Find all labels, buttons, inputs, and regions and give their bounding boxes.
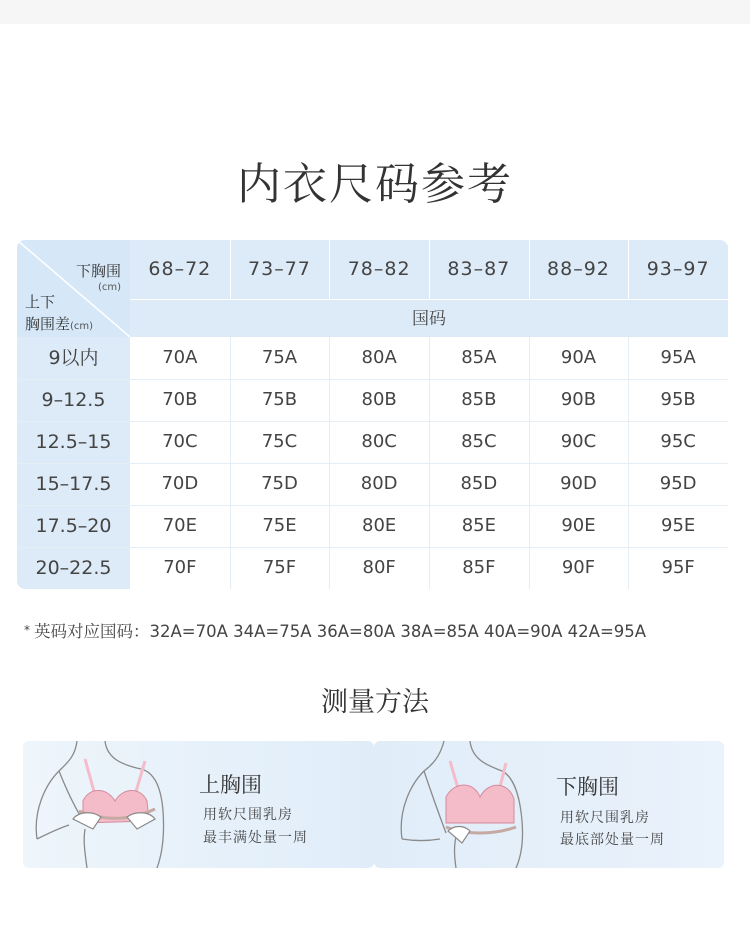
corner-underbust-label: 下胸围 — [75, 262, 121, 280]
size-cell: 70B — [130, 379, 230, 421]
under-bust-figure — [374, 741, 554, 868]
column-separator — [329, 240, 330, 299]
under-bust-title: 下胸围 — [556, 775, 619, 799]
size-cell: 75B — [230, 379, 330, 421]
upper-bust-title: 上胸围 — [199, 773, 262, 797]
size-cell: 85C — [429, 421, 529, 463]
row-label: 20–22.5 — [17, 547, 130, 589]
size-cell: 85D — [429, 463, 529, 505]
column-separator — [529, 240, 530, 299]
size-cell: 95A — [628, 337, 728, 379]
size-cell: 70D — [130, 463, 230, 505]
size-cell: 80A — [329, 337, 429, 379]
size-cell: 85F — [429, 547, 529, 589]
size-cell: 85E — [429, 505, 529, 547]
column-header: 88–92 — [547, 258, 610, 280]
cell-separator — [529, 337, 530, 589]
column-header-row — [130, 240, 728, 299]
size-cell: 90C — [529, 421, 629, 463]
corner-underbust-unit: (cm) — [97, 282, 121, 293]
size-cell: 85A — [429, 337, 529, 379]
size-cell: 90E — [529, 505, 629, 547]
row-label: 17.5–20 — [17, 505, 130, 547]
upper-bust-figure — [23, 741, 203, 868]
corner-difference-label-2: 胸围差(cm) — [25, 315, 94, 333]
cell-separator — [628, 337, 629, 589]
row-label: 9–12.5 — [17, 379, 130, 421]
size-cell: 80B — [329, 379, 429, 421]
under-bust-panel — [374, 741, 724, 868]
size-cell: 75C — [230, 421, 330, 463]
note-star: * — [24, 623, 30, 637]
column-header: 78–82 — [347, 258, 411, 280]
column-separator — [230, 240, 231, 299]
row-label: 12.5–15 — [17, 421, 130, 463]
size-cell: 75E — [230, 505, 330, 547]
note-text: 英码对应国码：32A=70A 34A=75A 36A=80A 38A=85A 40A=90A 42A=95A — [34, 622, 647, 641]
cell-separator — [230, 337, 231, 589]
row-separator — [17, 421, 728, 422]
column-separator — [429, 240, 430, 299]
size-cell: 95B — [628, 379, 728, 421]
size-cell: 85B — [429, 379, 529, 421]
size-cell: 90A — [529, 337, 629, 379]
size-cell: 95D — [628, 463, 728, 505]
corner-difference-label-1: 上下 — [25, 293, 56, 311]
national-size-subheader: 国码 — [130, 299, 728, 338]
row-label: 9以内 — [17, 337, 130, 379]
size-cell: 95C — [628, 421, 728, 463]
table-corner-header — [17, 240, 130, 337]
size-cell: 70F — [130, 547, 230, 589]
size-cell: 75D — [230, 463, 330, 505]
size-cell: 80F — [329, 547, 429, 589]
column-header: 93–97 — [646, 258, 710, 280]
column-header: 83–87 — [447, 258, 511, 280]
method-title: 测量方法 — [321, 687, 429, 718]
size-cell: 90D — [529, 463, 629, 505]
upper-bust-panel — [23, 741, 374, 868]
column-header: 73–77 — [248, 258, 311, 280]
upper-bust-line-1: 用软尺围乳房 — [203, 807, 293, 823]
row-label: 15–17.5 — [17, 463, 130, 505]
column-header: 68–72 — [148, 258, 212, 280]
under-bust-line-2: 最底部处量一周 — [560, 832, 665, 848]
size-cell: 90B — [529, 379, 629, 421]
cell-separator — [329, 337, 330, 589]
size-cell: 90F — [529, 547, 629, 589]
size-table — [17, 240, 728, 589]
size-cell: 70A — [130, 337, 230, 379]
row-separator — [17, 463, 728, 464]
size-cell: 95F — [628, 547, 728, 589]
under-bust-line-1: 用软尺围乳房 — [560, 810, 650, 826]
upper-bust-line-2: 最丰满处量一周 — [203, 830, 308, 846]
size-cell: 70E — [130, 505, 230, 547]
size-cell: 80D — [329, 463, 429, 505]
size-cell: 75F — [230, 547, 330, 589]
cell-separator — [429, 337, 430, 589]
size-cell: 70C — [130, 421, 230, 463]
size-cell: 80C — [329, 421, 429, 463]
uk-size-note — [24, 618, 646, 642]
top-bar — [0, 0, 750, 24]
size-cell: 80E — [329, 505, 429, 547]
row-separator — [17, 505, 728, 506]
row-separator — [17, 379, 728, 380]
size-cell: 75A — [230, 337, 330, 379]
page-title: 内衣尺码参考 — [237, 159, 513, 210]
row-separator — [17, 547, 728, 548]
column-separator — [628, 240, 629, 299]
size-cell: 95E — [628, 505, 728, 547]
